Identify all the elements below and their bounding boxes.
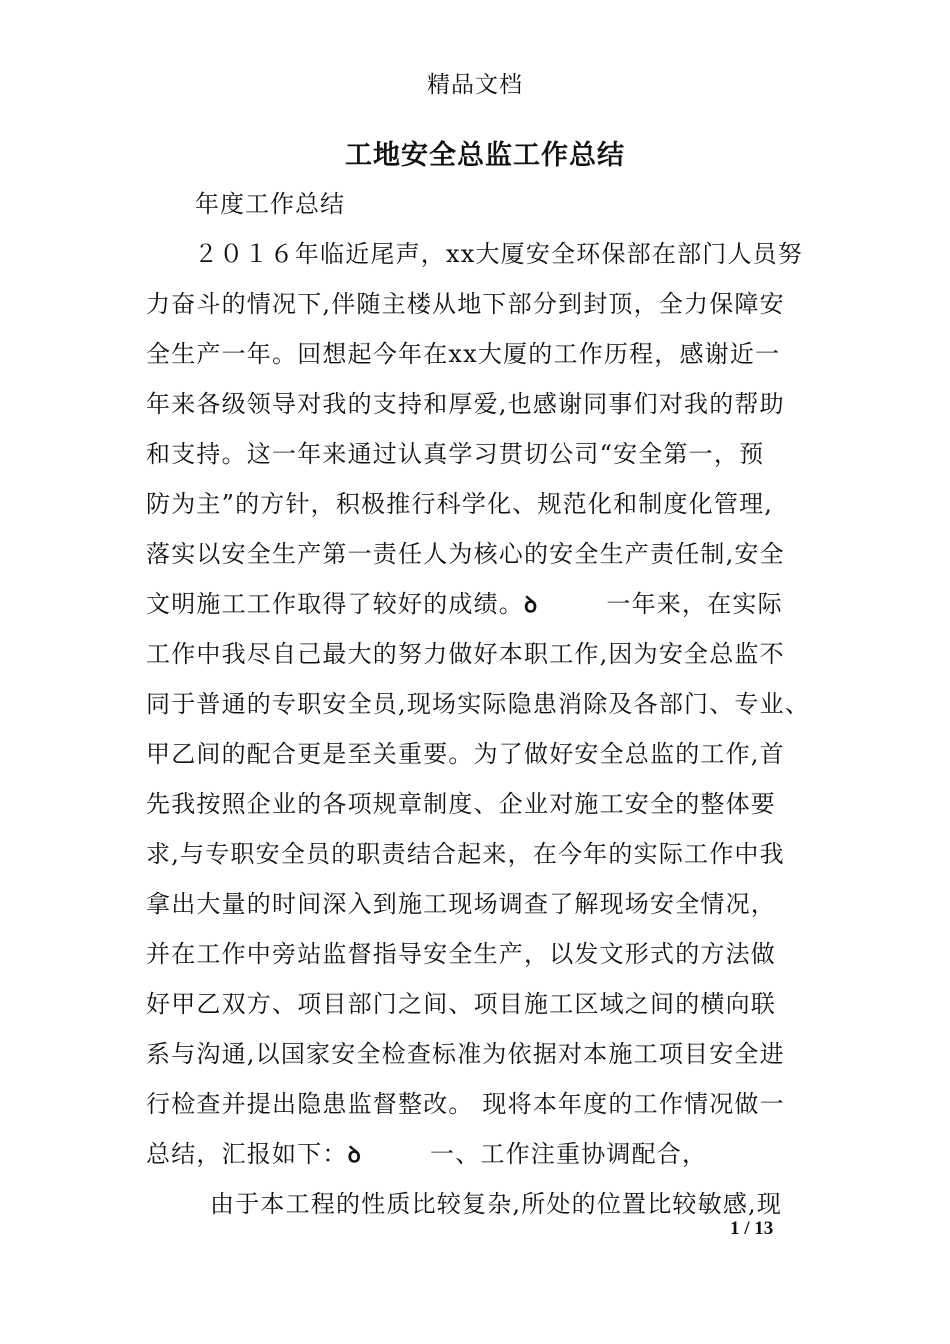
paragraph-line: 全生产一年。回想起今年在xx大厦的工作历程，感谢近一	[146, 340, 781, 368]
paragraph-line: 好甲乙双方、项目部门之间、项目施工区域之间的横向联	[146, 990, 776, 1018]
paragraph-line: 落实以安全生产第一责任人为核心的安全生产责任制,安全	[146, 540, 785, 568]
document-title: 工地安全总监工作总结	[345, 140, 625, 171]
paragraph-line: 甲乙间的配合更是至关重要。为了做好安全总监的工作,首	[146, 740, 785, 768]
line-text: 文明施工工作取得了较好的成绩。	[146, 590, 524, 618]
paragraph-line: 和支持。这一年来通过认真学习贯切公司“安全第一，预	[146, 440, 765, 468]
paragraph-mark-icon: ꝺ	[524, 593, 539, 618]
page-header: 精品文档	[427, 72, 523, 98]
paragraph-line: 行检查并提出隐患监督整改。 现将本年度的工作情况做一	[146, 1090, 785, 1118]
line-text: 一年来，在实际	[606, 590, 783, 618]
paragraph-line: 拿出大量的时间深入到施工现场调查了解现场安全情况，	[146, 890, 776, 918]
paragraph-line	[146, 586, 836, 636]
paragraph-line: 并在工作中旁站监督指导安全生产，以发文形式的方法做	[146, 940, 776, 968]
paragraph-mark-icon: ꝺ	[347, 1143, 362, 1168]
paragraph-line: 系与沟通,以国家安全检查标准为依据对本施工项目安全进	[146, 1040, 785, 1068]
paragraph-line: 由于本工程的性质比较复杂,所处的位置比较敏感,现	[210, 1190, 783, 1218]
paragraph-line: 先我按照企业的各项规章制度、企业对施工安全的整体要	[146, 790, 776, 818]
paragraph-line	[146, 1136, 836, 1186]
paragraph-line: 工作中我尽自己最大的努力做好本职工作,因为安全总监不	[146, 640, 785, 668]
paragraph-line: 力奋斗的情况下,伴随主楼从地下部分到封顶，全力保障安	[146, 290, 785, 318]
page-number: 1 / 13	[730, 1218, 774, 1239]
line-text: 一、工作注重协调配合，	[430, 1140, 708, 1168]
paragraph-line: 防为主”的方针，积极推行科学化、规范化和制度化管理,	[146, 490, 774, 518]
paragraph-line: 年来各级领导对我的支持和厚爱,也感谢同事们对我的帮助	[146, 390, 785, 418]
document-body	[146, 236, 836, 1236]
document-subtitle: 年度工作总结	[195, 190, 345, 218]
paragraph-line: 求,与专职安全员的职责结合起来，在今年的实际工作中我	[146, 840, 785, 868]
line-text: 总结，汇报如下：	[146, 1140, 348, 1168]
paragraph-line: ２０１６年临近尾声，xx大厦安全环保部在部门人员努	[194, 240, 804, 268]
paragraph-line: 同于普通的专职安全员,现场实际隐患消除及各部门、专业、	[146, 690, 811, 718]
